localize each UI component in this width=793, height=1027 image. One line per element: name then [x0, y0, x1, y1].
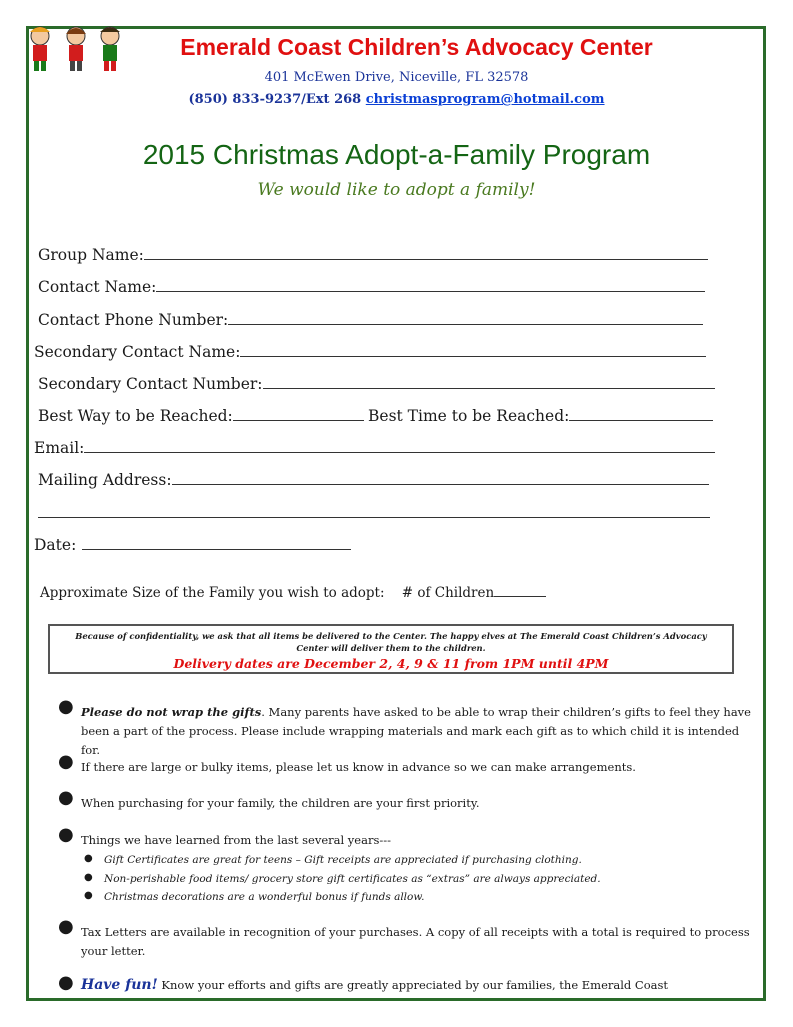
bullet-icon: ● [58, 751, 74, 772]
bullet-icon: ● [58, 972, 74, 993]
secondary-name-label: Secondary Contact Name: [34, 343, 241, 361]
delivery-notice-box [48, 624, 734, 674]
organization-name: Emerald Coast Children’s Advocacy Center [180, 34, 653, 60]
sub-list-item: ● Non-perishable food items/ grocery store gift certificates as “extras” are always appreciated. [84, 872, 601, 885]
contact-name-field[interactable] [38, 274, 705, 296]
list-item: When purchasing for your family, the children are your first priority. [81, 796, 480, 810]
bullet-icon: ● [58, 824, 74, 845]
sub-bullet-icon: ● [84, 872, 93, 883]
group-name-label: Group Name: [38, 246, 144, 264]
list-item: Tax Letters are available in recognition of your purchases. A copy of all receipts with a total is required to process your letter. [81, 925, 750, 958]
best-way-label: Best Way to be Reached: [38, 407, 233, 425]
family-size-label: Approximate Size of the Family you wish to adopt: [40, 585, 385, 601]
secondary-number-label: Secondary Contact Number: [38, 375, 263, 393]
contact-phone-field[interactable] [38, 307, 703, 329]
email-field[interactable] [34, 435, 715, 457]
list-item: Things we have learned from the last several years--- [81, 833, 392, 847]
contact-name-label: Contact Name: [38, 278, 157, 296]
mailing-address-label: Mailing Address: [38, 471, 172, 489]
sub-bullet-icon: ● [84, 890, 93, 901]
num-children-input[interactable] [494, 596, 546, 597]
list-item: If there are large or bulky items, please let us know in advance so we can make arrangements. [81, 760, 636, 774]
list-item: Please do not wrap the gifts. Many parents have asked to be able to wrap their children’s gifts to feel they have been a part of the process. Please include wrapping materials and mark each gift as to which child it is intended for. [81, 705, 751, 757]
sub-list-item: ● Christmas decorations are a wonderful bonus if funds allow. [84, 890, 425, 903]
secondary-name-field[interactable] [34, 339, 706, 361]
date-label: Date: [34, 536, 77, 554]
best-time-field[interactable] [368, 403, 713, 425]
list-item: Have fun! Know your efforts and gifts are greatly appreciated by our families, the Emerald Coast [81, 977, 669, 993]
sub-list-item: ● Gift Certificates are great for teens – Gift receipts are appreciated if purchasing clothing. [84, 853, 582, 866]
group-name-field[interactable] [38, 242, 708, 264]
sub-bullet-icon: ● [84, 853, 93, 864]
program-title: 2015 Christmas Adopt-a-Family Program [142, 139, 651, 170]
email-link[interactable]: christmasprogram@hotmail.com [365, 92, 605, 107]
no-wrap-heading: Please do not wrap the gifts [81, 705, 262, 719]
phone-number: (850) 833-9237/Ext 268 [188, 92, 362, 107]
program-subtitle: We would like to adopt a family! [257, 180, 536, 200]
bullet-icon: ● [58, 787, 74, 808]
bullet-icon: ● [58, 916, 74, 937]
date-field[interactable] [34, 532, 351, 554]
bullet-icon: ● [58, 696, 74, 717]
best-time-label: Best Time to be Reached: [368, 407, 570, 425]
have-fun-heading: Have fun! [81, 977, 158, 993]
delivery-dates: Delivery dates are December 2, 4, 9 & 11 from 1PM until 4PM [173, 656, 609, 671]
contact-phone-label: Contact Phone Number: [38, 311, 229, 329]
organization-contact [0, 92, 793, 107]
mailing-address-field[interactable] [38, 467, 709, 489]
mailing-address-line2[interactable] [38, 500, 710, 522]
confidentiality-notice: Because of confidentiality, we ask that all items be delivered to the Center. The happy elves at The Emerald Coast Children’s Advocacy Center will deliver them to the children. [75, 631, 707, 653]
organization-address: 401 McEwen Drive, Niceville, FL 32578 [264, 70, 529, 85]
email-label: Email: [34, 439, 85, 457]
secondary-number-field[interactable] [38, 371, 715, 393]
best-way-field[interactable] [38, 403, 364, 425]
family-size-field [40, 585, 546, 601]
num-children-label: # of Children [401, 585, 495, 601]
